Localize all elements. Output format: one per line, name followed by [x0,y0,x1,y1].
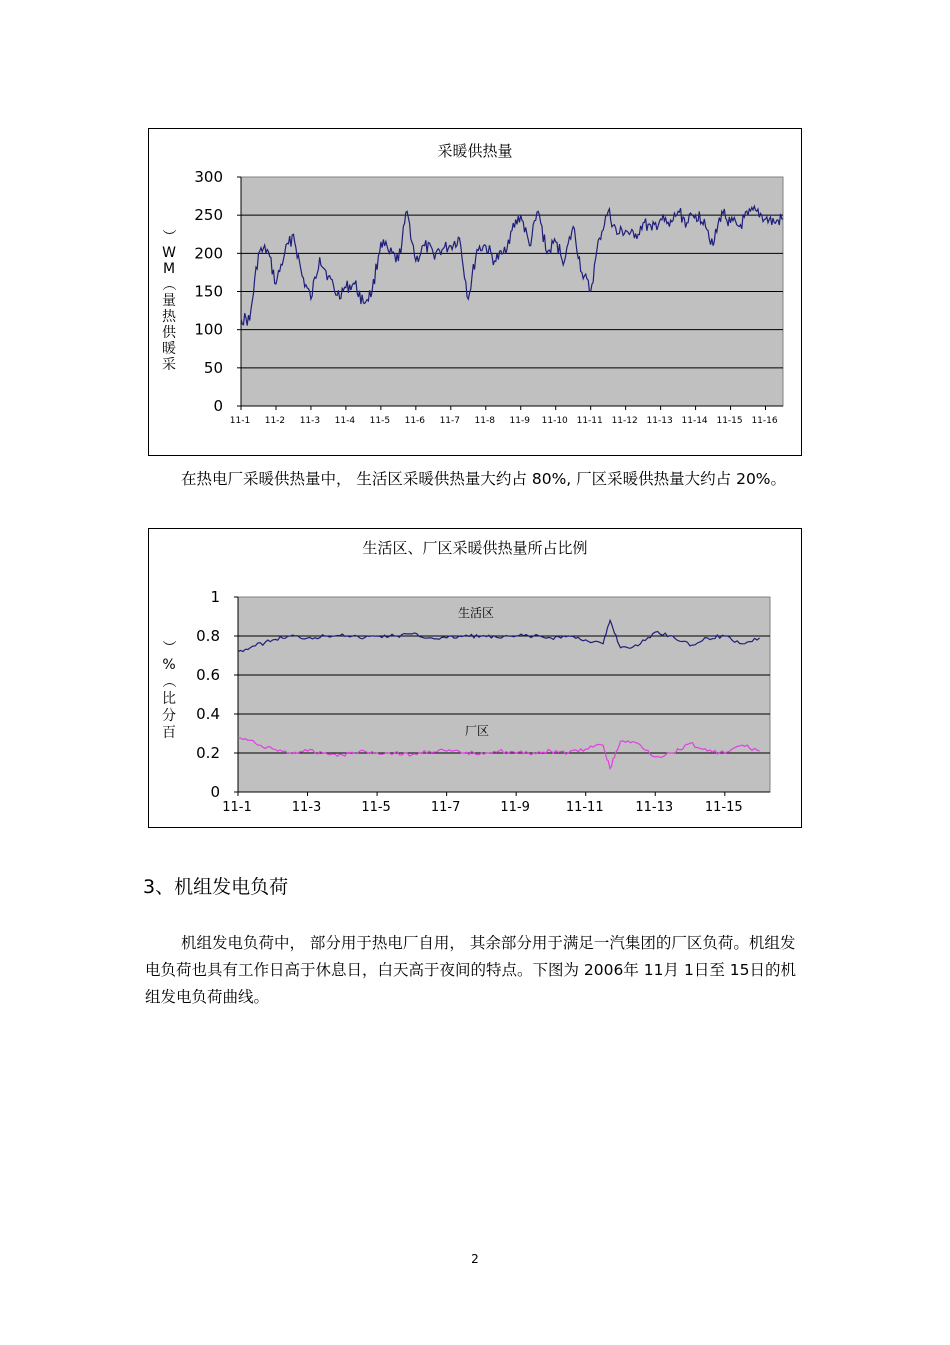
heating-ratio-chart [148,528,802,828]
chart2-y-tick-label: 0.8 [196,627,220,645]
chart2-title: 生活区、厂区采暖供热量所占比例 [362,539,588,557]
chart2-y-tick-label: 0.2 [196,744,220,762]
chart1-y-tick-label: 100 [194,320,223,339]
chart2-x-tick-label: 11-11 [565,800,604,815]
chart1-y-axis-label-glyph: W [162,245,176,261]
chart2-x-tick-label: 11-3 [291,800,322,815]
chart2-y-axis-label-glyph: % [162,657,176,673]
chart1-x-tick-label: 11-2 [264,416,286,426]
chart2-y-axis-label-glyph: 比 [162,691,176,707]
chart1-y-tick-label: 150 [194,282,223,301]
chart2-y-axis-label-glyph: （ [160,674,176,688]
chart1-x-tick-label: 11-16 [751,416,778,426]
chart1-y-axis-label-glyph: 暖 [162,341,176,357]
chart2-annotation-living-area: 生活区 [457,606,495,620]
page-number: 2 [471,1252,479,1266]
chart1-y-axis-label-glyph: 量 [162,293,176,309]
chart1-x-tick-label: 11-6 [404,416,426,426]
chart2-y-axis-label-glyph: ） [160,640,176,654]
chart1-title: 采暖供热量 [437,142,513,160]
chart2-y-tick-label: 0.6 [196,666,220,684]
chart1-x-tick-label: 11-13 [646,416,673,426]
chart2-y-tick-label: 0 [210,783,220,801]
chart1-x-tick-label: 11-11 [576,416,603,426]
chart1-y-tick-label: 200 [194,244,223,263]
chart2-y-axis-label-glyph: 百 [162,725,176,741]
chart1-y-axis-label-glyph: （ [160,277,176,291]
chart2-annotation-plant-area: 厂区 [464,724,490,738]
chart1-x-tick-label: 11-1 [229,416,251,426]
heating-ratio-chart-svg [149,529,801,827]
chart1-x-tick-label: 11-7 [439,416,461,426]
chart2-x-tick-label: 11-7 [430,800,461,815]
chart1-x-tick-label: 11-4 [334,416,356,426]
chart2-y-tick-label: 0.4 [196,705,220,723]
chart1-x-tick-label: 11-15 [716,416,743,426]
chart1-x-tick-label: 11-9 [509,416,530,426]
chart1-x-tick-label: 11-5 [369,416,391,426]
heating-supply-chart [148,128,802,456]
chart2-x-tick-label: 11-9 [500,800,530,815]
chart1-y-tick-label: 50 [203,358,223,377]
chart2-x-tick-label: 11-1 [222,800,252,815]
chart1-y-tick-label: 250 [194,206,223,225]
paragraph-heating-share-text: 在热电厂采暖供热量中， 生活区采暖供热量大约占 80%, 厂区采暖供热量大约占 20%。 [181,470,787,488]
chart1-x-tick-label: 11-14 [681,416,708,426]
section-heading: 3、机组发电负荷 [143,876,289,898]
chart1-y-tick-label: 0 [213,397,223,415]
paragraph-generation-load-text: 机组发电负荷中， 部分用于热电厂自用， 其余部分用于满足一汽集团的厂区负荷。机组发电负荷也具有工作日高于休息日，白天高于夜间的特点。下图为 2006年 11月 1日至 15日的机组发电负荷曲线。 [145,934,796,1006]
chart1-x-tick-label: 11-12 [611,416,638,426]
chart1-y-tick-label: 300 [194,168,223,186]
chart2-x-tick-label: 11-5 [361,800,391,815]
chart1-y-axis-label-glyph: 采 [162,357,176,373]
heating-supply-chart-svg [149,129,801,455]
chart2-y-tick-label: 1 [210,588,220,606]
chart1-y-axis-label-glyph: ） [160,229,176,243]
chart1-y-axis-label-glyph: M [162,261,176,277]
chart1-x-tick-label: 11-3 [299,416,321,426]
chart2-y-axis-label-glyph: 分 [162,708,176,724]
chart2-x-tick-label: 11-13 [635,800,674,815]
chart2-x-tick-label: 11-15 [704,800,743,815]
chart1-x-tick-label: 11-10 [541,416,568,426]
paragraph-heating-share [145,466,800,493]
chart1-y-axis-label-glyph: 热 [162,309,176,325]
chart1-y-axis-label-glyph: 供 [162,325,176,341]
chart1-x-tick-label: 11-8 [474,416,495,426]
chart2-plot-area [238,597,770,792]
paragraph-generation-load [145,930,800,1011]
